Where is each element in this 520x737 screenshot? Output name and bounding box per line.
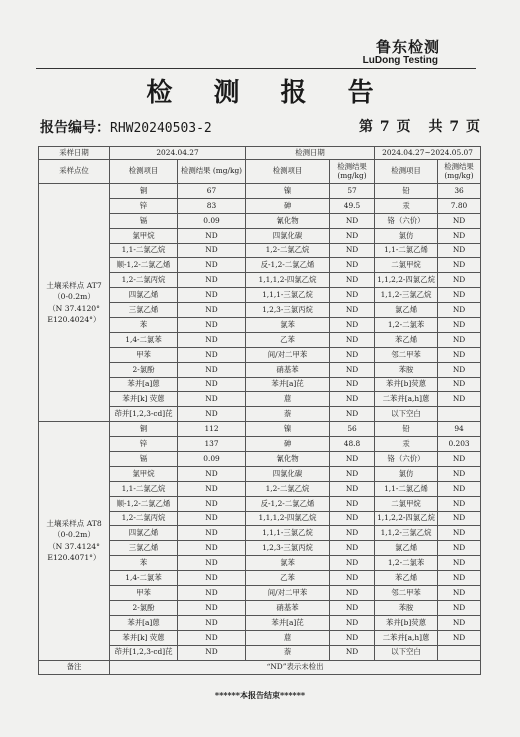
test-item: 1,2,3-三氯丙烷	[246, 541, 330, 556]
test-result	[438, 407, 481, 422]
test-item: 铬（六价）	[375, 213, 438, 228]
sample-date-label: 采样日期	[39, 147, 110, 160]
test-item: 1,1,2-三氯乙烷	[375, 288, 438, 303]
test-item: 二氯甲烷	[375, 496, 438, 511]
test-result: ND	[438, 630, 481, 645]
test-result	[438, 645, 481, 660]
test-item: 萘	[246, 407, 330, 422]
test-item: 四氯化碳	[246, 228, 330, 243]
test-item: 砷	[246, 437, 330, 452]
test-item: 四氯乙烯	[110, 288, 178, 303]
test-result: ND	[330, 615, 375, 630]
test-item: 锌	[110, 198, 178, 213]
test-item: 硝基苯	[246, 600, 330, 615]
test-result: ND	[178, 332, 246, 347]
test-result: ND	[178, 630, 246, 645]
header-divider	[36, 68, 476, 69]
test-result: ND	[438, 466, 481, 481]
test-result: ND	[438, 362, 481, 377]
test-result: ND	[330, 288, 375, 303]
test-item: 氰化物	[246, 213, 330, 228]
test-result: 49.5	[330, 198, 375, 213]
test-item: 乙苯	[246, 332, 330, 347]
test-result: 57	[330, 184, 375, 199]
test-item: 反-1,2-二氯乙烯	[246, 258, 330, 273]
test-item: 反-1,2-二氯乙烯	[246, 496, 330, 511]
col-item-header: 检测项目	[375, 160, 438, 184]
test-result: ND	[178, 645, 246, 660]
test-result: ND	[438, 586, 481, 601]
test-result: 67	[178, 184, 246, 199]
test-item: 锌	[110, 437, 178, 452]
test-result: ND	[438, 288, 481, 303]
test-item: 苯	[110, 556, 178, 571]
test-result: ND	[330, 273, 375, 288]
test-item: 苯胺	[375, 600, 438, 615]
total-pages: 共 7 页	[428, 119, 480, 135]
test-item: 镍	[246, 422, 330, 437]
test-item: 1,2-二氯丙烷	[110, 273, 178, 288]
page-number: 第 7 页	[359, 119, 411, 135]
test-result: 48.8	[330, 437, 375, 452]
test-result: ND	[438, 347, 481, 362]
table-row	[39, 422, 481, 437]
test-result: 112	[178, 422, 246, 437]
column-header-row	[39, 160, 481, 184]
test-result: 137	[178, 437, 246, 452]
test-result: ND	[330, 213, 375, 228]
page-indicator	[359, 116, 480, 136]
test-result: ND	[438, 213, 481, 228]
test-result: ND	[438, 600, 481, 615]
test-result: ND	[438, 243, 481, 258]
test-result: 83	[178, 198, 246, 213]
test-result: ND	[178, 303, 246, 318]
test-result: ND	[330, 481, 375, 496]
test-result: ND	[330, 407, 375, 422]
date-row	[39, 147, 481, 160]
test-result: ND	[178, 556, 246, 571]
test-result: ND	[330, 243, 375, 258]
test-result: ND	[438, 318, 481, 333]
test-item: 1,1,1,2-四氯乙烷	[246, 273, 330, 288]
test-item: 萘	[246, 645, 330, 660]
test-result: ND	[178, 481, 246, 496]
test-result: ND	[178, 571, 246, 586]
test-result: ND	[178, 228, 246, 243]
test-result: ND	[438, 258, 481, 273]
test-result: 7.80	[438, 198, 481, 213]
test-item: 汞	[375, 437, 438, 452]
test-item: 硝基苯	[246, 362, 330, 377]
test-result: ND	[330, 630, 375, 645]
remark-value: “ND”表示未检出	[110, 660, 481, 675]
test-result: ND	[178, 407, 246, 422]
test-item: 镉	[110, 213, 178, 228]
remark-row	[39, 660, 481, 675]
test-item: 氯苯	[246, 318, 330, 333]
report-number-value: RHW20240503-2	[110, 121, 212, 136]
col-location-header: 采样点位	[39, 160, 110, 184]
test-result: ND	[330, 347, 375, 362]
test-item: 1,1,1-三氯乙烷	[246, 526, 330, 541]
test-item: 1,4-二氯苯	[110, 571, 178, 586]
test-result: ND	[178, 615, 246, 630]
test-result: ND	[178, 347, 246, 362]
test-item: 1,1-二氯乙烷	[110, 243, 178, 258]
test-result: ND	[330, 303, 375, 318]
test-result: ND	[330, 571, 375, 586]
test-result: ND	[330, 362, 375, 377]
test-item: 茚并[1,2,3-cd]芘	[110, 645, 178, 660]
test-result: ND	[438, 496, 481, 511]
test-item: 1,1-二氯乙烯	[375, 481, 438, 496]
table-row	[39, 184, 481, 199]
test-result: ND	[178, 466, 246, 481]
test-item: 1,1,1-三氯乙烷	[246, 288, 330, 303]
test-result: 0.203	[438, 437, 481, 452]
test-result: ND	[330, 600, 375, 615]
test-result: ND	[178, 362, 246, 377]
test-item: 苯并[a]芘	[246, 615, 330, 630]
report-end-marker: ******本报告结束******	[214, 690, 306, 700]
test-result: ND	[330, 466, 375, 481]
test-item: 镉	[110, 452, 178, 467]
test-item: 茚并[1,2,3-cd]芘	[110, 407, 178, 422]
test-item: 1,2-二氯乙烷	[246, 243, 330, 258]
test-item: 1,1,2-三氯乙烷	[375, 526, 438, 541]
test-item: 1,2-二氯乙烷	[246, 481, 330, 496]
test-item: 氯甲烷	[110, 228, 178, 243]
col-result-header: 检测结果 (mg/kg)	[178, 160, 246, 184]
test-item: 二苯并[a,h]蒽	[375, 630, 438, 645]
test-result: ND	[178, 288, 246, 303]
test-item: 邻二甲苯	[375, 347, 438, 362]
test-date-value: 2024.04.27~2024.05.07	[375, 147, 481, 160]
test-item: 氯仿	[375, 466, 438, 481]
test-item: 甲苯	[110, 586, 178, 601]
test-result: 94	[438, 422, 481, 437]
test-item: 2-氯酚	[110, 600, 178, 615]
test-item: 镍	[246, 184, 330, 199]
test-item: 1,1,1,2-四氯乙烷	[246, 511, 330, 526]
test-result: ND	[178, 600, 246, 615]
test-result: ND	[438, 481, 481, 496]
test-item: 汞	[375, 198, 438, 213]
test-item: 苯乙烯	[375, 571, 438, 586]
test-item: 顺-1,2-二氯乙烯	[110, 258, 178, 273]
test-item: 1,2,3-三氯丙烷	[246, 303, 330, 318]
test-item: 苯	[110, 318, 178, 333]
company-name-en: LuDong Testing	[362, 55, 438, 66]
test-item: 砷	[246, 198, 330, 213]
test-item: 䓛	[246, 630, 330, 645]
test-item: 苯并[b]荧蒽	[375, 615, 438, 630]
test-item: 铅	[375, 184, 438, 199]
test-result: ND	[330, 511, 375, 526]
test-result: ND	[330, 332, 375, 347]
test-result: ND	[438, 541, 481, 556]
test-item: 顺-1,2-二氯乙烯	[110, 496, 178, 511]
test-result: ND	[178, 318, 246, 333]
test-item: 乙苯	[246, 571, 330, 586]
test-result: ND	[178, 541, 246, 556]
test-item: 氯乙烯	[375, 541, 438, 556]
test-result: ND	[178, 273, 246, 288]
test-item: 铬（六价）	[375, 452, 438, 467]
test-result: ND	[438, 228, 481, 243]
test-item: 四氯乙烯	[110, 526, 178, 541]
remark-label: 备注	[39, 660, 110, 675]
test-result: ND	[178, 511, 246, 526]
test-item: 1,2-二氯苯	[375, 556, 438, 571]
col-result-header: 检测结果 (mg/kg)	[438, 160, 481, 184]
test-item: 1,2-二氯苯	[375, 318, 438, 333]
test-result: ND	[178, 586, 246, 601]
test-result: ND	[330, 496, 375, 511]
test-item: 间/对二甲苯	[246, 586, 330, 601]
document-title: 检 测 报 告	[146, 78, 390, 108]
test-result: ND	[330, 228, 375, 243]
test-item: 䓛	[246, 392, 330, 407]
test-item: 苯并[a]蒽	[110, 615, 178, 630]
test-result: ND	[178, 258, 246, 273]
report-number	[40, 117, 212, 137]
test-result: ND	[330, 645, 375, 660]
test-item: 三氯乙烯	[110, 303, 178, 318]
test-item: 1,2-二氯丙烷	[110, 511, 178, 526]
test-item: 二氯甲烷	[375, 258, 438, 273]
test-item: 1,1,2,2-四氯乙烷	[375, 273, 438, 288]
test-result: ND	[330, 318, 375, 333]
test-item: 苯并[a]蒽	[110, 377, 178, 392]
test-result: ND	[178, 243, 246, 258]
test-result: 0.09	[178, 452, 246, 467]
test-result: ND	[438, 332, 481, 347]
test-item: 氯甲烷	[110, 466, 178, 481]
test-result: ND	[330, 586, 375, 601]
test-item: 氯乙烯	[375, 303, 438, 318]
sampling-location: 土壤采样点 AT7 （0-0.2m） （N 37.4120° E120.4024°）	[39, 184, 110, 422]
test-item: 铜	[110, 184, 178, 199]
test-item: 铜	[110, 422, 178, 437]
test-result: ND	[438, 273, 481, 288]
test-item: 苯并[k] 荧蒽	[110, 392, 178, 407]
test-result: ND	[330, 377, 375, 392]
test-item: 苯并[k] 荧蒽	[110, 630, 178, 645]
test-result: ND	[330, 258, 375, 273]
col-item-header: 检测项目	[110, 160, 178, 184]
test-item: 氯苯	[246, 556, 330, 571]
test-result: 56	[330, 422, 375, 437]
test-result: ND	[438, 556, 481, 571]
test-result: ND	[438, 511, 481, 526]
test-item: 苯并[a]芘	[246, 377, 330, 392]
test-item: 二苯并[a,h]蒽	[375, 392, 438, 407]
test-result: ND	[438, 615, 481, 630]
sampling-location: 土壤采样点 AT8 （0-0.2m） （N 37.4124° E120.4071°）	[39, 422, 110, 660]
test-result: ND	[330, 541, 375, 556]
test-item: 1,1-二氯乙烯	[375, 243, 438, 258]
col-result-header: 检测结果 (mg/kg)	[330, 160, 375, 184]
test-item: 氰化物	[246, 452, 330, 467]
test-item: 2-氯酚	[110, 362, 178, 377]
test-result: ND	[178, 377, 246, 392]
test-result: ND	[330, 392, 375, 407]
test-result: ND	[178, 496, 246, 511]
test-item: 铅	[375, 422, 438, 437]
test-result: ND	[330, 556, 375, 571]
test-item: 邻二甲苯	[375, 586, 438, 601]
test-result: ND	[178, 392, 246, 407]
company-name-cn: 鲁东检测	[375, 38, 440, 56]
test-item: 三氯乙烯	[110, 541, 178, 556]
sample-date-value: 2024.04.27	[110, 147, 246, 160]
test-result: ND	[438, 392, 481, 407]
test-item: 1,4-二氯苯	[110, 332, 178, 347]
test-item: 四氯化碳	[246, 466, 330, 481]
test-item: 苯胺	[375, 362, 438, 377]
test-result: ND	[438, 303, 481, 318]
test-item: 以下空白	[375, 645, 438, 660]
results-table	[38, 146, 481, 675]
test-result: ND	[438, 452, 481, 467]
report-number-label: 报告编号：	[40, 120, 110, 136]
test-result: ND	[438, 526, 481, 541]
col-item-header: 检测项目	[246, 160, 330, 184]
test-result: ND	[330, 526, 375, 541]
test-item: 苯乙烯	[375, 332, 438, 347]
test-result: ND	[438, 571, 481, 586]
test-item: 1,1-二氯乙烷	[110, 481, 178, 496]
test-result: ND	[330, 452, 375, 467]
test-item: 1,1,2,2-四氯乙烷	[375, 511, 438, 526]
test-result: ND	[178, 526, 246, 541]
test-date-label: 检测日期	[246, 147, 375, 160]
test-result: ND	[438, 377, 481, 392]
test-result: 36	[438, 184, 481, 199]
test-item: 间/对二甲苯	[246, 347, 330, 362]
test-item: 以下空白	[375, 407, 438, 422]
test-result: 0.09	[178, 213, 246, 228]
test-item: 苯并[b]荧蒽	[375, 377, 438, 392]
test-item: 甲苯	[110, 347, 178, 362]
test-item: 氯仿	[375, 228, 438, 243]
